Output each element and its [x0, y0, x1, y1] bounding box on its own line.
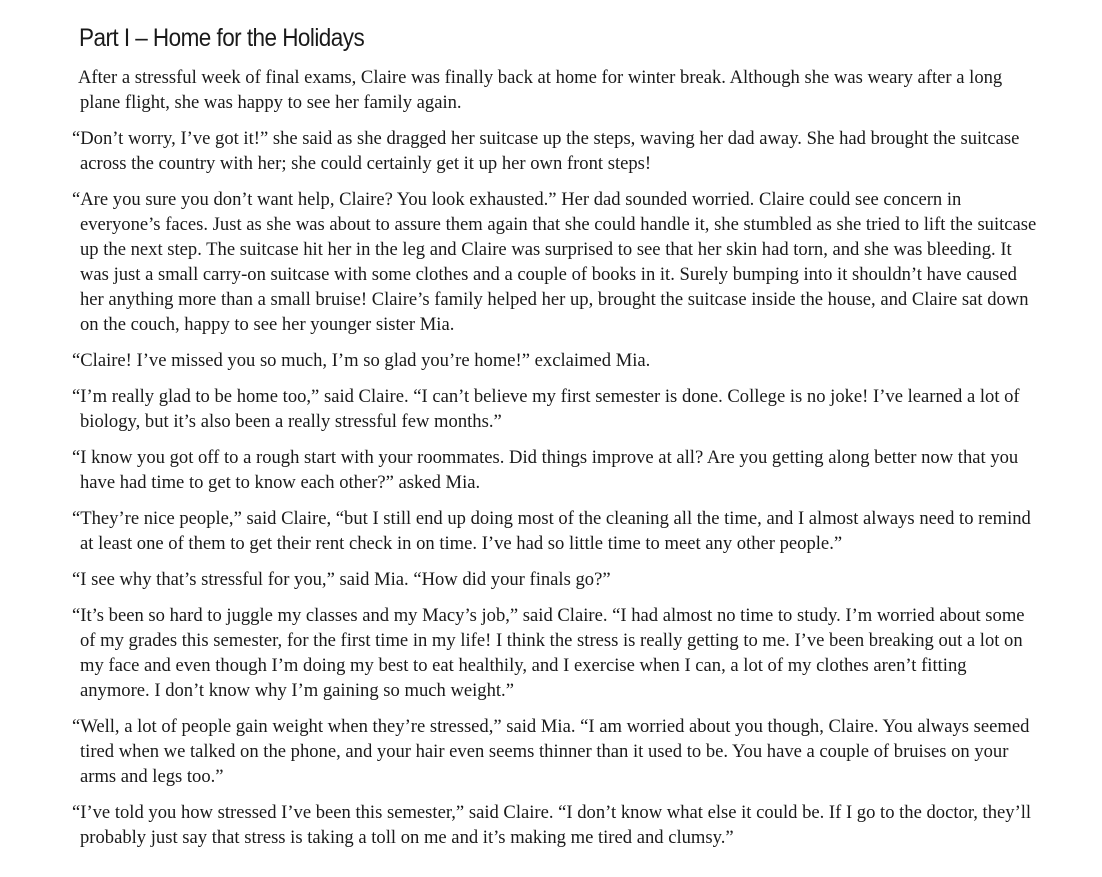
paragraph-finals-question: “I see why that’s stressful for you,” said Mia. “How did your finals go?”: [72, 569, 611, 590]
paragraph-roommates-answer: “They’re nice people,” said Claire, “but I still end up doing most of the cleaning all the time, and I almost always need to remind at least one of them to get their rent check in on time. I’ve had so little time to meet any other people.”: [72, 508, 1031, 554]
paragraph-finals-answer: “It’s been so hard to juggle my classes and my Macy’s job,” said Claire. “I had almost no time to study. I’m worried about some of my grades this semester, for the first time in my life! I think the stress is really getting to me. I’ve been breaking out a lot on my face and even though I’m doing my best to eat healthily, and I exercise when I can, a lot of my clothes aren’t fitting anymore. I don’t know why I’m gaining so much weight.”: [72, 605, 1025, 701]
paragraph-mia-worried: “Well, a lot of people gain weight when they’re stressed,” said Mia. “I am worried about you though, Claire. You always seemed tired when we talked on the phone, and your hair even seems thinner than it used to be. You have a couple of bruises on your arms and legs too.”: [72, 716, 1030, 787]
paragraph-claire-semester: “I’m really glad to be home too,” said Claire. “I can’t believe my first semester is done. College is no joke! I’ve learned a lot of biology, but it’s also been a really stressful few months.”: [72, 386, 1020, 432]
paragraph-claire-stressed: “I’ve told you how stressed I’ve been this semester,” said Claire. “I don’t know what else it could be. If I go to the doctor, they’ll probably just say that stress is taking a toll on me and it’s making me tired and clumsy.”: [72, 802, 1032, 848]
section-heading: Part I – Home for the Holidays: [79, 24, 365, 52]
story-body: [72, 65, 1038, 861]
paragraph-suitcase: “Don’t worry, I’ve got it!” she said as she dragged her suitcase up the steps, waving her dad away. She had brought the suitcase across the country with her; she could certainly get it up her own front steps!: [72, 128, 1020, 174]
paragraph-intro: After a stressful week of final exams, Claire was finally back at home for winter break. Although she was weary after a long plane flight, she was happy to see her family again.: [78, 67, 1003, 113]
paragraph-dad-worried: “Are you sure you don’t want help, Claire? You look exhausted.” Her dad sounded worried. Claire could see concern in everyone’s faces. Just as she was about to assure them again that she could handle it, she stumbled as she tried to lift the suitcase up the next step. The suitcase hit her in the leg and Claire was surprised to see that her skin had torn, and she was bleeding. It was just a small carry-on suitcase with some clothes and a couple of books in it. Surely bumping into it shouldn’t have caused her anything more than a small bruise! Claire’s family helped her up, brought the suitcase inside the house, and Claire sat down on the couch, happy to see her younger sister Mia.: [72, 189, 1037, 335]
paragraph-mia-greeting: “Claire! I’ve missed you so much, I’m so glad you’re home!” exclaimed Mia.: [72, 350, 651, 371]
paragraph-roommates-question: “I know you got off to a rough start with your roommates. Did things improve at all? Are you getting along better now that you have had time to get to know each other?” asked Mia.: [72, 447, 1019, 493]
